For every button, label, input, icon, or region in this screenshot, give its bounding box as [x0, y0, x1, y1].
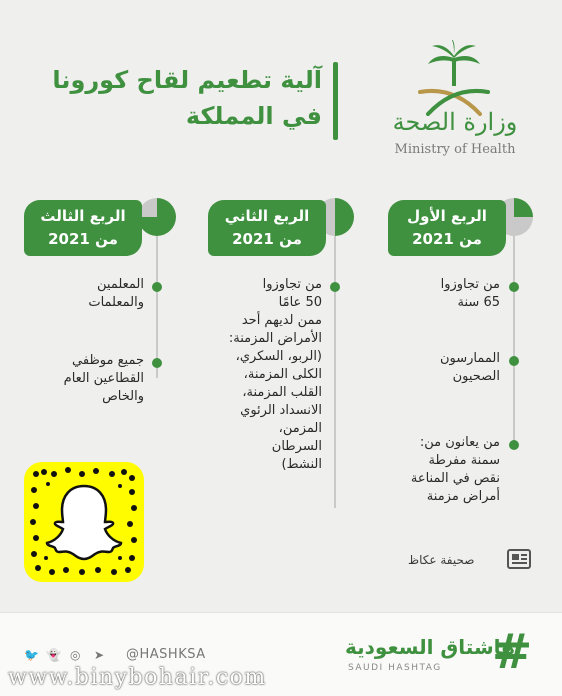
- bullet-dot: [330, 282, 340, 292]
- quarter-year-q1: من 2021: [412, 230, 482, 248]
- bullet-dot: [509, 282, 519, 292]
- watermark-text: www.binybohair.com: [8, 665, 267, 690]
- twitter-icon[interactable]: 🐦: [24, 648, 39, 662]
- bullet-dot: [152, 358, 162, 368]
- ministry-name-ar: وزارة الصحة: [392, 108, 518, 136]
- title-accent-bar: [333, 62, 338, 140]
- q2-item-1: من تجاوزوا 50 عامًا ممن لديهم أحد الأمراض المزمنة: (الربو، السكري، الكلى المزمنة، القلب المزمنة، الانسداد الرئوي المزمن، السرطان النشط): [228, 277, 322, 472]
- footer-handle[interactable]: @HASHKSA: [126, 647, 206, 662]
- instagram-icon[interactable]: ◎: [70, 648, 81, 662]
- timeline-q3: [156, 228, 158, 378]
- page-title-line1: آلية تطعيم لقاح كورونا: [52, 66, 322, 94]
- timeline-q1: [513, 228, 515, 448]
- q3-item-2: جميع موظفي القطاعين العام والخاص: [63, 353, 144, 404]
- snapcode[interactable]: [24, 462, 144, 582]
- brand-name-en: SAUDI HASHTAG: [348, 663, 442, 673]
- ministry-name-en: Ministry of Health: [394, 142, 516, 157]
- quarter-label-q3: الربع الثالث: [40, 207, 126, 225]
- brand-name-ar: هاشتاق السعودية: [345, 635, 516, 659]
- quarter-year-q3: من 2021: [48, 230, 118, 248]
- q3-item-1: المعلمين والمعلمات: [88, 277, 144, 310]
- q1-item-3: من يعانون من: سمنة مفرطة نقص في المناعة أمراض مزمنة: [410, 435, 500, 504]
- bullet-dot: [509, 440, 519, 450]
- progress-pie-q3: [138, 198, 176, 236]
- quarter-label-q1: الربع الأول: [407, 207, 487, 225]
- telegram-icon[interactable]: ➤: [94, 648, 105, 662]
- newspaper-icon: [506, 547, 534, 573]
- quarter-label-q2: الربع الثاني: [224, 207, 310, 225]
- q1-item-2: الممارسون الصحيون: [440, 351, 500, 384]
- quarter-pill-q2: [208, 200, 326, 256]
- quarter-year-q2: من 2021: [232, 230, 302, 248]
- bullet-dot: [509, 356, 519, 366]
- timeline-q2: [334, 228, 336, 508]
- q1-item-1: من تجاوزوا 65 سنة: [440, 277, 500, 310]
- snapcode-icon: [24, 462, 144, 582]
- quarter-pill-q3: [24, 200, 142, 256]
- hashtag-logo-icon: #: [492, 624, 533, 680]
- snapchat-icon[interactable]: 👻: [46, 648, 61, 662]
- quarter-pill-q1: [388, 200, 506, 256]
- source-label: صحيفة عكاظ: [408, 553, 475, 567]
- bullet-dot: [152, 282, 162, 292]
- page-title-line2: في المملكة: [185, 102, 322, 130]
